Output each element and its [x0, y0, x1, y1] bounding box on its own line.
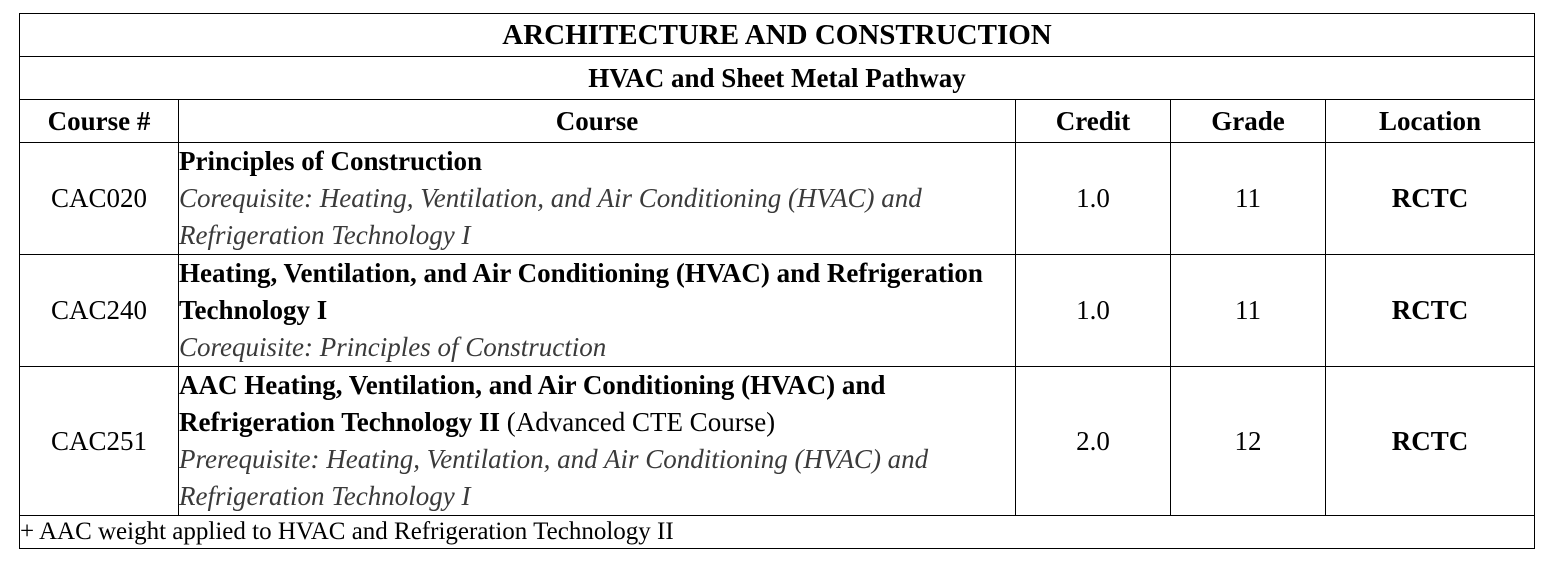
course-requirement: Corequisite: Heating, Ventilation, and Air Conditioning (HVAC) and Refrigeration Technology I	[179, 183, 922, 250]
table-row	[20, 367, 1535, 516]
course-location: RCTC	[1326, 255, 1535, 367]
course-number: CAC020	[20, 143, 179, 255]
header-credit: Credit	[1016, 100, 1171, 143]
course-location: RCTC	[1326, 367, 1535, 516]
course-credit: 2.0	[1016, 367, 1171, 516]
course-location: RCTC	[1326, 143, 1535, 255]
header-location: Location	[1326, 100, 1535, 143]
header-course-number: Course #	[20, 100, 179, 143]
course-name: AAC Heating, Ventilation, and Air Conditioning (HVAC) and Refrigeration Technology II	[179, 370, 886, 437]
header-course: Course	[179, 100, 1016, 143]
course-credit: 1.0	[1016, 143, 1171, 255]
table-row	[20, 143, 1535, 255]
header-grade: Grade	[1171, 100, 1326, 143]
course-requirement: Corequisite: Principles of Construction	[179, 332, 607, 362]
course-number: CAC240	[20, 255, 179, 367]
course-grade: 11	[1171, 255, 1326, 367]
course-description	[179, 143, 1016, 255]
table-footnote: + AAC weight applied to HVAC and Refrigeration Technology II	[20, 516, 1535, 549]
subtitle-row	[20, 57, 1535, 100]
table-title: ARCHITECTURE AND CONSTRUCTION	[20, 14, 1535, 57]
course-description	[179, 367, 1016, 516]
course-note: (Advanced CTE Course)	[500, 407, 776, 437]
table-subtitle: HVAC and Sheet Metal Pathway	[20, 57, 1535, 100]
course-description	[179, 255, 1016, 367]
footnote-row	[20, 516, 1535, 549]
course-requirement: Prerequisite: Heating, Ventilation, and Air Conditioning (HVAC) and Refrigeration Technology I	[179, 444, 929, 511]
course-grade: 11	[1171, 143, 1326, 255]
course-number: CAC251	[20, 367, 179, 516]
header-row	[20, 100, 1535, 143]
course-grade: 12	[1171, 367, 1326, 516]
course-name: Heating, Ventilation, and Air Conditioning (HVAC) and Refrigeration Technology I	[179, 258, 983, 325]
course-name: Principles of Construction	[179, 146, 482, 176]
title-row	[20, 14, 1535, 57]
course-table	[19, 13, 1535, 549]
course-credit: 1.0	[1016, 255, 1171, 367]
table-row	[20, 255, 1535, 367]
